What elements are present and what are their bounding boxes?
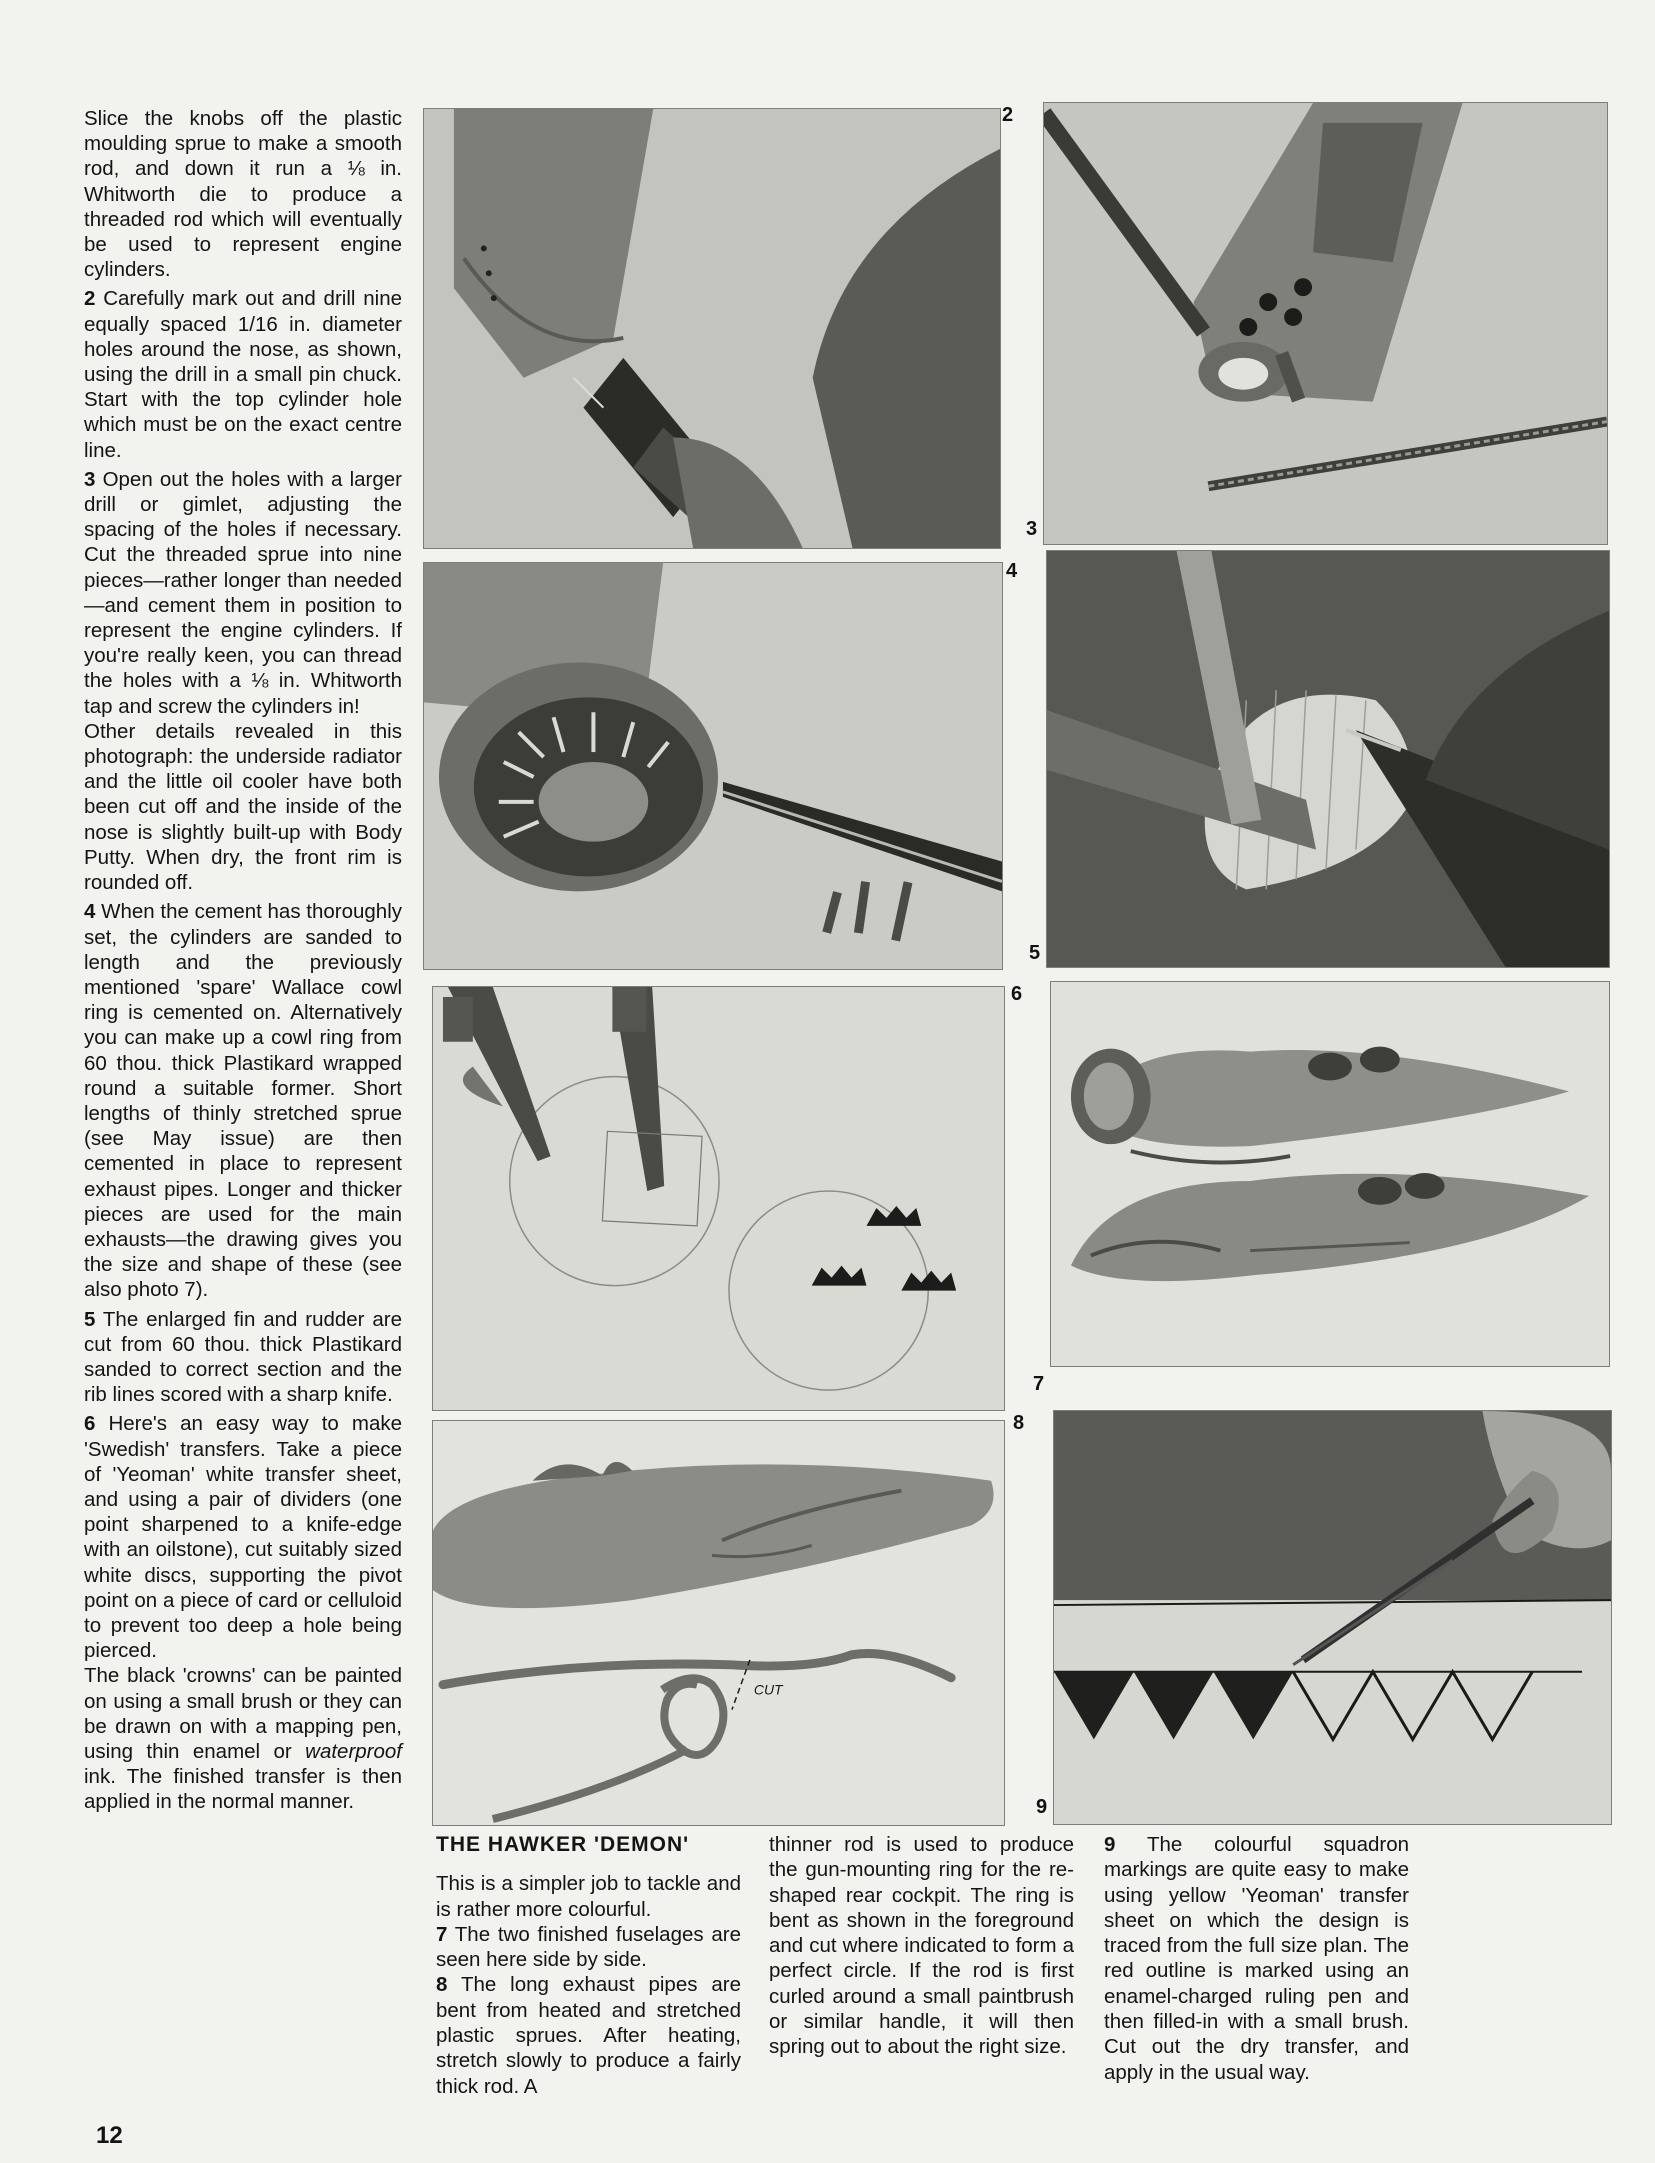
step-text: The long exhaust pipes are bent from heated and stretched plastic sprues. After heating, stretch slowly to produce a fairly thick rod. A: [436, 1973, 742, 2098]
step-6-paragraph: [84, 1411, 402, 1814]
step-number: 8: [436, 1973, 448, 1997]
instruction-column: [84, 106, 402, 1819]
step-7-paragraph: [436, 1922, 741, 1973]
step-number: 6: [84, 1412, 96, 1436]
step-text: The two finished fuselages are seen here side by side.: [436, 1922, 741, 1972]
photo-number-7: 7: [1033, 1373, 1045, 1395]
page-number: 12: [96, 2122, 123, 2149]
step-text: When the cement has thoroughly set, the cylinders are sanded to length and the previously mentioned 'spare' Wallace cowl ring is cemented on. Alternatively you can make up a cowl ring from 60 thou. thick Plastikard wrapped round a suitable former. Short lengths of thinly stretched sprue (see May issue) are then cemented in place to represent exhaust pipes. Longer and thicker pieces are used for the main exhausts—the drawing gives you the size and shape of these (see also photo 7).: [84, 900, 403, 1302]
step-number: 3: [84, 467, 96, 491]
step-text: Here's an easy way to make 'Swedish' transfers. Take a piece of 'Yeoman' white transfer sheet, and using a pair of dividers (one point sharpened to a knife-edge with an oilstone), cut suitably sized white discs, supporting the pivot point on a piece of card or celluloid to prevent too deep a hole being pierced.: [84, 1412, 402, 1663]
step-6-extra: The black 'crowns' can be painted on using a small brush or they can be drawn on with a mapping pen, using thin enamel or: [84, 1664, 402, 1763]
photo-number-6: 6: [1011, 983, 1023, 1005]
step-text: The enlarged fin and rudder are cut from 60 thou. thick Plastikard sanded to correct section and the rib lines scored with a sharp knife.: [84, 1307, 402, 1407]
emphasis: waterproof: [305, 1740, 402, 1763]
step-5-paragraph: [84, 1307, 402, 1408]
step-number: 9: [1104, 1833, 1116, 1856]
gun-ring-paragraph: thinner rod is used to produce the gun-mounting ring for the re-shaped rear cockpit. The ring is bent as shown in the foreground and cut where indicated to form a perfect circle. If the rod is first curled around a small paintbrush or similar handle, it will then spring out to about the right size.: [769, 1833, 1074, 2059]
step-4-paragraph: [84, 899, 402, 1302]
photo-number-9: 9: [1036, 1796, 1048, 1818]
photo-4-cowl-ring: [423, 562, 1003, 970]
photo-9-squadron-markings: [1053, 1410, 1612, 1825]
step-9-paragraph: [1104, 1832, 1409, 2085]
step-6-extra-end: ink. The finished transfer is then applied in the normal manner.: [84, 1765, 402, 1814]
photo-number-4: 4: [1006, 560, 1018, 582]
photo-number-8: 8: [1013, 1412, 1025, 1434]
step-number: 4: [84, 900, 96, 924]
intro-paragraph: Slice the knobs off the plastic moulding sprue to make a smooth rod, and down it run a ⅛ in. Whitworth die to produce a threaded rod which will eventually be used to represent engine cylinders.: [84, 107, 402, 282]
photo-number-2: 2: [1002, 104, 1014, 126]
step-number: 2: [84, 287, 96, 311]
photo-7-fuselages: [1050, 981, 1610, 1367]
photo-3-cylinders: [1043, 102, 1608, 545]
step-text: Carefully mark out and drill nine equally spaced 1/16 in. diameter holes around the nose, as shown, using the drill in a small pin chuck. Start with the top cylinder hole which must be on the exact centre line.: [84, 287, 402, 462]
section-heading: THE HAWKER 'DEMON': [436, 1833, 690, 1856]
demon-column-3: [1104, 1832, 1409, 2085]
photo-number-5: 5: [1029, 942, 1041, 964]
demon-column-2: [769, 1832, 1074, 2060]
cut-label: CUT: [753, 1681, 783, 1698]
photo-2-drilling-nose: [423, 108, 1001, 549]
step-number: 7: [436, 1922, 448, 1946]
demon-intro: This is a simpler job to tackle and is rather more colourful.: [436, 1872, 741, 1921]
step-text: Open out the holes with a larger drill or gimlet, adjusting the spacing of the holes if necessary. Cut the threaded sprue into nine pieces—rather longer than needed—and cement them in position to represent the engine cylinders. If you're really keen, you can thread the holes with a ⅛ in. Whitworth tap and screw the cylinders in!: [84, 467, 402, 718]
step-3-paragraph: [84, 467, 402, 895]
step-3-extra: Other details revealed in this photograph: the underside radiator and the little oil cooler have both been cut off and the inside of the nose is slightly built-up with Body Putty. When dry, the front rim is rounded off.: [84, 719, 402, 895]
step-2-paragraph: [84, 286, 402, 462]
step-number: 5: [84, 1307, 96, 1331]
photo-number-3: 3: [1026, 518, 1038, 540]
photo-6-swedish-transfers: [432, 986, 1005, 1411]
step-8-paragraph: [436, 1972, 741, 2098]
photo-5-fin-rudder: [1046, 550, 1610, 968]
photo-8-exhaust-pipes: [432, 1420, 1005, 1826]
demon-column-1: [436, 1832, 741, 2099]
step-text: The colourful squadron markings are quite easy to make using yellow 'Yeoman' transfer sheet on which the design is traced from the full size plan. The red outline is marked using an enamel-charged ruling pen and then filled-in with a small brush. Cut out the dry transfer, and apply in the usual way.: [1104, 1833, 1410, 2084]
